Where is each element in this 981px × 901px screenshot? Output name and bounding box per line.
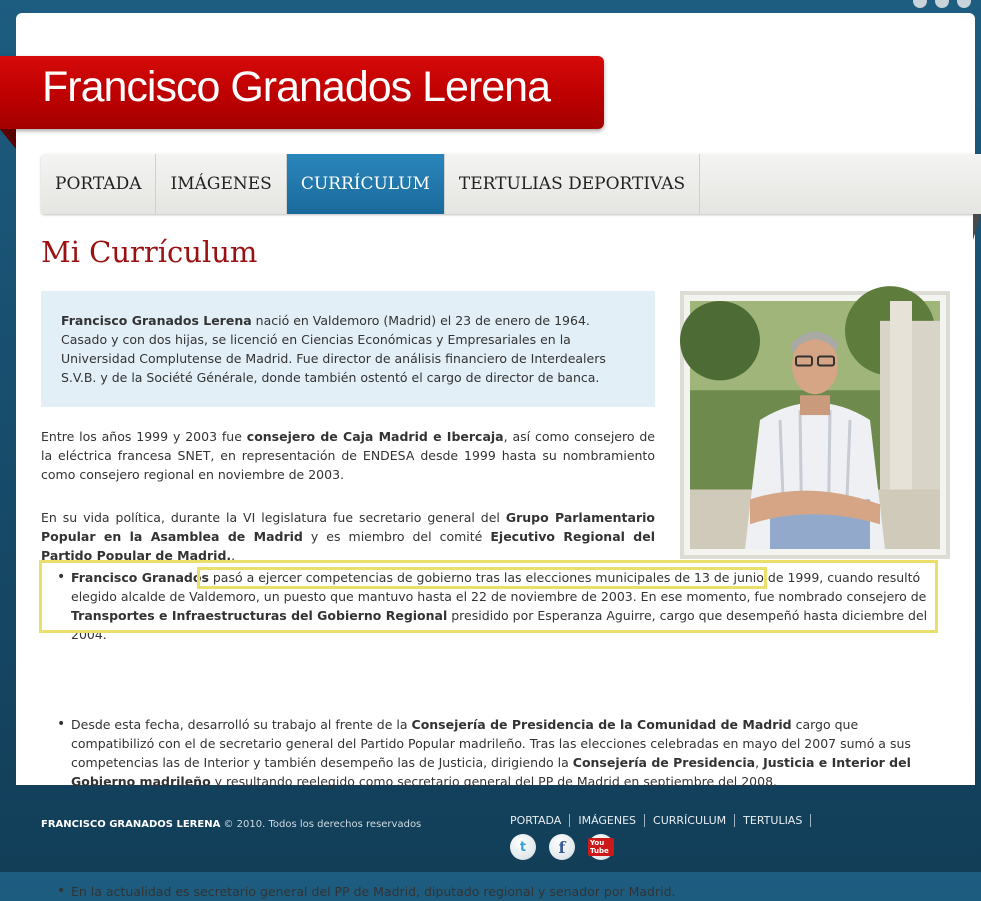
- main-nav: [41, 154, 981, 214]
- footer-nav-tertulias[interactable]: TERTULIAS: [735, 814, 811, 827]
- window-dot-icon[interactable]: [935, 0, 949, 8]
- intro-box: [41, 291, 655, 407]
- nav-fold: [973, 214, 981, 240]
- footer-nav-curriculum[interactable]: CURRÍCULUM: [645, 814, 735, 827]
- para2-text: En su vida política, durante la VI legislatura fue secretario general del: [41, 510, 506, 525]
- footer-nav: [502, 814, 811, 827]
- footer-copyright-text: © 2010. Todos los derechos reservados: [220, 819, 422, 830]
- bullet2-text: ,: [755, 755, 764, 770]
- bullet-item-2: [41, 715, 941, 791]
- career-paragraph: [41, 427, 655, 484]
- bullet1-highlighted-text: pasó a ejercer competencias de gobierno tras las elecciones municipales de 13 de junio de 1999,: [208, 570, 824, 585]
- nav-item-portada[interactable]: PORTADA: [41, 154, 156, 214]
- banner-fold: [0, 129, 16, 149]
- bullet1-bold: Francisco Granados: [71, 570, 209, 585]
- page-title: Mi Currículum: [41, 235, 258, 269]
- nav-item-imagenes[interactable]: IMÁGENES: [156, 154, 286, 214]
- nav-item-curriculum[interactable]: CURRÍCULUM: [287, 154, 445, 214]
- site-title-banner: [0, 56, 604, 129]
- window-dot-icon[interactable]: [957, 0, 971, 8]
- para1-text: Entre los años 1999 y 2003 fue: [41, 429, 247, 444]
- bullet1-bold: Transportes e Infraestructuras del Gobierno Regional: [71, 608, 448, 623]
- bullet1-text: cuando resultó elegido alcalde de Valdemoro, un puesto que mantuvo hasta el 22 de noviembre de 2003. En ese momento, fue nombrado consejero de: [71, 570, 927, 604]
- profile-photo: [690, 301, 940, 549]
- footer-copyright: [41, 819, 421, 830]
- footer-nav-imagenes[interactable]: IMÁGENES: [570, 814, 645, 827]
- bullet-item-3: [41, 882, 941, 901]
- para2-bold: Ejecutivo Regional del Partido Popular de Madrid.: [41, 529, 656, 563]
- footer-copyright-name: FRANCISCO GRANADOS LERENA: [41, 819, 221, 830]
- para1-text: , así como consejero de la eléctrica francesa SNET, en representación de ENDESA desde 1999 hasta su nombramiento como consejero regional en noviembre de 2003.: [41, 429, 655, 482]
- political-paragraph: [41, 508, 655, 565]
- bullet2-text: cargo que compatibilizó con el de secretario general del Partido Popular madrileño. Tras las elecciones celebradas en mayo del 2007 sumó a sus competencias las de Interior y también desempeño las de Justicia, dirigiendo la: [71, 717, 911, 770]
- bullet2-bold: Consejería de Presidencia: [572, 755, 756, 770]
- footer: [16, 785, 975, 872]
- para2-text: y es miembro del comité: [302, 529, 491, 544]
- nav-item-tertulias-deportivas[interactable]: TERTULIAS DEPORTIVAS: [445, 154, 700, 214]
- intro-text: nació en Valdemoro (Madrid) el 23 de enero de 1964. Casado y con dos hijas, se licenció en Ciencias Económicas y Empresariales en la Universidad Complutense de Madrid. Fue director de análisis financiero de Interdealers S.V.B. y de la Société Générale, donde también ostentó el cargo de director de banca.: [61, 313, 606, 385]
- window-controls: [913, 0, 971, 8]
- para2-bold: Grupo Parlamentario Popular en la Asamblea de Madrid: [41, 510, 655, 544]
- para2-text: .: [231, 548, 236, 563]
- bullet2-bold: Justicia e Interior del Gobierno madrileño: [71, 755, 911, 789]
- youtube-icon[interactable]: [588, 834, 614, 860]
- intro-name: Francisco Granados Lerena: [61, 313, 252, 328]
- bullet2-text: Desde esta fecha, desarrolló su trabajo al frente de la: [71, 717, 412, 732]
- window-dot-icon[interactable]: [913, 0, 927, 8]
- footer-nav-portada[interactable]: PORTADA: [502, 814, 570, 827]
- bullet2-bold: Consejería de Presidencia de la Comunidad de Madrid: [411, 717, 792, 732]
- bullet2-text: y resultando reelegido como secretario general del PP de Madrid en septiembre del 2008.: [210, 774, 778, 789]
- facebook-icon[interactable]: f: [549, 834, 575, 860]
- bullet3-text: En la actualidad es secretario general del PP de Madrid, diputado regional y senador por Madrid.: [71, 884, 676, 899]
- para1-bold: consejero de Caja Madrid e Ibercaja: [246, 429, 504, 444]
- twitter-icon[interactable]: t: [510, 834, 536, 860]
- bullet1-text: presidido por Esperanza Aguirre, cargo que desempeñó hasta diciembre del 2004.: [71, 608, 928, 642]
- youtube-label: You Tube: [588, 838, 614, 856]
- footer-social: [510, 834, 614, 860]
- profile-photo-frame: [680, 291, 950, 559]
- site-title[interactable]: Francisco Granados Lerena: [42, 63, 551, 111]
- bullet-item-1: [41, 568, 931, 644]
